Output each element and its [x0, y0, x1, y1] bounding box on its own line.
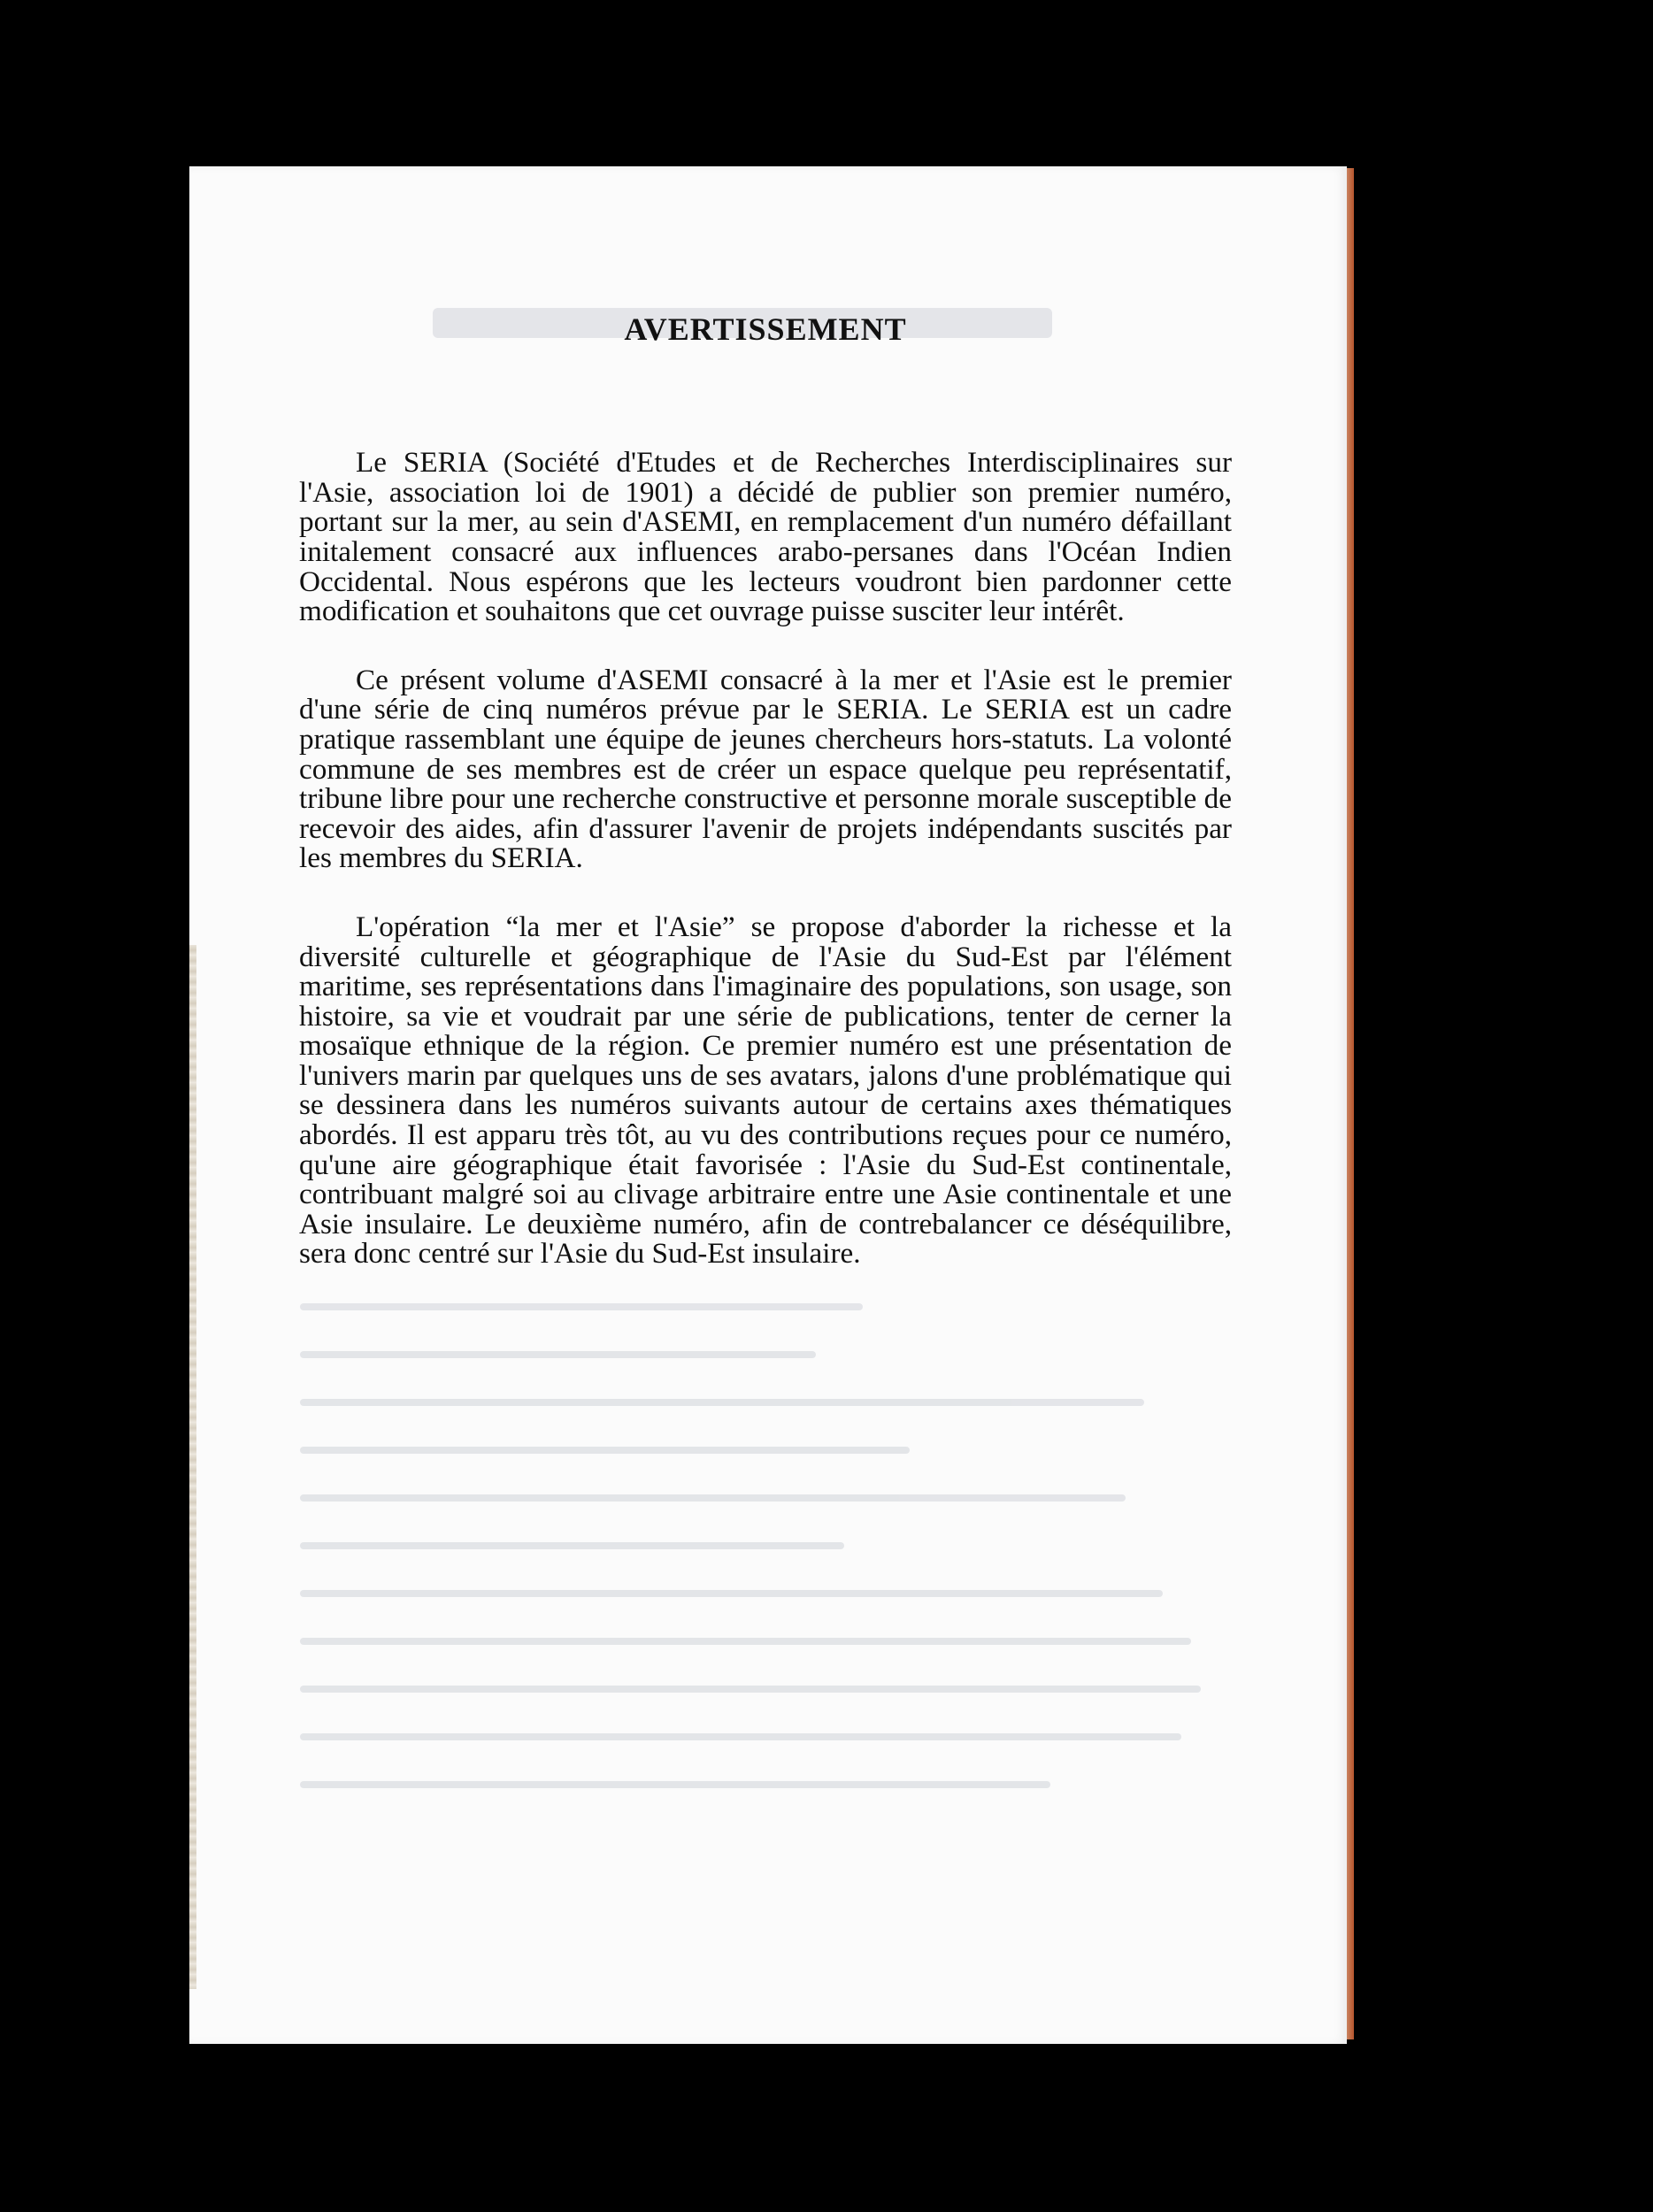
show-through-line: [300, 1590, 1163, 1597]
show-through-line: [300, 1494, 1126, 1502]
show-through-line: [300, 1447, 910, 1454]
show-through-line: [300, 1733, 1181, 1740]
page-content: [299, 311, 1232, 1269]
paragraph-3: L'opération “la mer et l'Asie” se propose d'aborder la richesse et la diversité culturelle et géographique de l'Asie du Sud-Est par l'élément maritime, ses représentations dans l'imaginaire des populations, son usage, son histoire, sa vie et voudrait par une série de publications, tenter de cerner la mosaïque ethnique de la région. Ce premier numéro est une présentation de l'univers marin par quelques uns de ses avatars, jalons d'une problématique qui se dessinera dans les numéros suivants autour de certains axes thématiques abordés. Il est apparu très tôt, au vu des contributions reçues pour ce numéro, qu'une aire géographique était favorisée : l'Asie du Sud-Est continentale, contribuant malgré soi au clivage arbitraire entre une Asie continentale et une Asie insulaire. Le deuxième numéro, afin de contrebalancer ce déséquilibre, sera donc centré sur l'Asie du Sud-Est insulaire.: [299, 910, 1232, 1271]
show-through-line: [300, 1781, 1050, 1788]
book-page: [189, 166, 1347, 2044]
show-through-line: [300, 1542, 844, 1549]
show-through-lines: [300, 1303, 1238, 1829]
paragraph-1: Le SERIA (Société d'Etudes et de Recherches Interdisciplinaires sur l'Asie, association loi de 1901) a décidé de publier son premier numéro, portant sur la mer, au sein d'ASEMI, en remplacement d'un numéro défaillant initalement consacré aux influences arabo-persanes dans l'Océan Indien Occidental. Nous espérons que les lecteurs voudront bien pardonner cette modification et souhaitons que cet ouvrage puisse susciter leur intérêt.: [299, 446, 1232, 628]
paragraph-2: Ce présent volume d'ASEMI consacré à la mer et l'Asie est le premier d'une série de cinq numéros prévue par le SERIA. Le SERIA est un cadre pratique rassemblant une équipe de jeunes chercheurs hors-statuts. La volonté commune de ses membres est de créer un espace quelque peu représentatif, tribune libre pour une recherche constructive et personne morale susceptible de recevoir des aides, afin d'assurer l'avenir de projets indépendants suscités par les membres du SERIA.: [299, 663, 1232, 875]
show-through-line: [300, 1399, 1144, 1406]
binding-edge: [189, 945, 196, 1989]
show-through-line: [300, 1351, 816, 1358]
show-through-line: [300, 1638, 1191, 1645]
show-through-line: [300, 1303, 863, 1310]
page-title: AVERTISSEMENT: [624, 311, 907, 347]
show-through-line: [300, 1686, 1201, 1693]
